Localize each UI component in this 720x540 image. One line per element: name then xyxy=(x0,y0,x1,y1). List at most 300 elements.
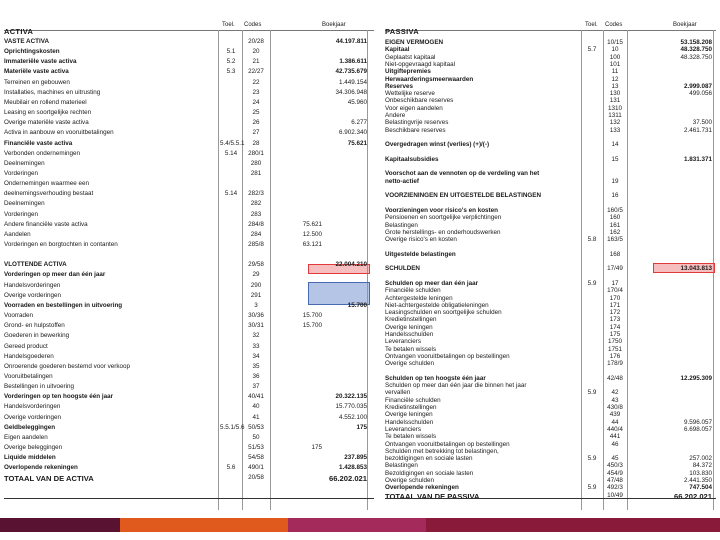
table-row xyxy=(4,39,374,47)
row-label: Overige beleggingen xyxy=(4,444,63,451)
row-label: EIGEN VERMOGEN xyxy=(385,39,444,46)
row-code: 284 xyxy=(250,230,262,238)
table-row xyxy=(4,293,374,301)
table-row xyxy=(4,262,374,270)
row-code: 15 xyxy=(611,155,619,163)
row-code: 28 xyxy=(252,139,260,147)
row-amount: 6.277 xyxy=(351,119,367,127)
row-label: Belastingen xyxy=(385,221,418,229)
row-code: 21 xyxy=(252,58,260,66)
row-subtotal: 175 xyxy=(311,444,322,451)
row-code: 22/27 xyxy=(248,68,264,76)
row-code: 25 xyxy=(252,109,260,117)
row-code: 40 xyxy=(252,403,260,411)
row-code: 20 xyxy=(252,48,260,56)
row-toelichting: 5.4/5.5.1 xyxy=(220,139,245,147)
row-code: 285/8 xyxy=(248,241,264,248)
row-amount: 66.202.021 xyxy=(328,474,367,484)
row-amount: 48.328.750 xyxy=(680,46,712,54)
row-label: netto-actief xyxy=(385,177,419,185)
row-code: 42/48 xyxy=(607,374,623,382)
row-amount: 237.895 xyxy=(344,454,367,462)
row-label: Oprichtingskosten xyxy=(4,48,60,56)
row-amount: 747.504 xyxy=(689,484,712,492)
activa-title: ACTIVA xyxy=(4,27,34,36)
row-code: 46 xyxy=(611,440,619,448)
row-amount: 1.449.154 xyxy=(338,78,367,86)
table-row xyxy=(4,435,374,443)
row-label: Pensioenen en soortgelijke verplichtingen xyxy=(385,214,502,222)
row-code: 26 xyxy=(252,119,260,127)
row-code: 17/49 xyxy=(607,265,623,273)
row-label: Ondernemingen waarmee een xyxy=(4,180,90,188)
row-code: 23 xyxy=(252,88,260,96)
row-code: 173 xyxy=(609,316,621,324)
row-code: 163/5 xyxy=(607,236,623,244)
row-amount: 15.700 xyxy=(347,301,367,309)
row-code: 1311 xyxy=(608,112,622,119)
row-code: 160/5 xyxy=(607,206,623,214)
row-code: 35 xyxy=(252,362,260,370)
row-code: 19 xyxy=(611,177,619,185)
row-amount: 44.197.811 xyxy=(335,38,367,45)
row-label: Voorraden xyxy=(4,312,34,320)
row-code: 41 xyxy=(252,413,260,421)
row-code: 131 xyxy=(609,97,621,105)
table-row xyxy=(4,59,374,67)
row-code: 10/49 xyxy=(607,491,623,499)
row-label: Niet-achtergestelde obligatieleningen xyxy=(385,301,489,309)
row-amount: 1.831.371 xyxy=(683,155,712,163)
row-code: 3 xyxy=(254,301,258,309)
row-code: 43 xyxy=(611,396,619,404)
row-code: 42 xyxy=(611,389,619,397)
row-code: 20/28 xyxy=(248,38,264,45)
row-code: 47/48 xyxy=(607,477,623,484)
row-label: Leveranciers xyxy=(385,338,422,346)
row-label: Deelnemingen xyxy=(4,159,45,167)
row-label: Leasing en soortgelijke rechten xyxy=(4,109,92,117)
row-label: Belastingvrije reserves xyxy=(385,119,449,127)
row-code: 291 xyxy=(250,291,262,299)
row-amount: 42.735.679 xyxy=(335,68,367,76)
row-label: Andere xyxy=(385,112,406,119)
header-rule xyxy=(4,30,374,31)
col-header-codes: Codes xyxy=(244,22,262,28)
row-code: 280 xyxy=(250,159,262,167)
row-label: Kapitaalsubsidies xyxy=(385,155,439,163)
row-label: Overige leningen xyxy=(385,411,433,419)
col-header-boekjaar: Boekjaar xyxy=(322,22,346,28)
footer-bar-segment xyxy=(120,518,288,532)
row-label: Aandelen xyxy=(4,230,31,238)
table-row xyxy=(4,100,374,108)
row-label: Materiële vaste activa xyxy=(4,68,69,76)
row-label: Financiële vaste activa xyxy=(4,139,73,147)
row-label: VLOTTENDE ACTIVA xyxy=(4,261,67,269)
row-label: Vorderingen op ten hoogste één jaar xyxy=(4,393,114,401)
row-label: Schulden op meer dan één jaar xyxy=(385,279,479,287)
table-row xyxy=(4,222,374,230)
row-amount: 22.004.210 xyxy=(335,261,367,269)
row-amount: 66.202.021 xyxy=(673,491,712,501)
row-amount: 499.056 xyxy=(689,90,712,98)
row-label: Belastingen xyxy=(385,462,418,470)
row-code: 32 xyxy=(252,332,260,340)
row-amount: 103.830 xyxy=(689,469,712,477)
row-label: Vorderingen xyxy=(4,210,38,218)
table-row xyxy=(4,130,374,138)
row-label: Overige schulden xyxy=(385,360,435,368)
row-code: 50 xyxy=(252,433,260,441)
row-amount: 12.295.309 xyxy=(680,374,712,382)
row-label: Leasingschulden en soortgelijke schulden xyxy=(385,309,502,317)
row-label: Overige vorderingen xyxy=(4,291,62,299)
row-toelichting: 5.9 xyxy=(587,455,597,463)
table-row xyxy=(4,161,374,169)
row-label: TOTAAL VAN DE PASSIVA xyxy=(385,491,480,501)
row-label: Schulden op meer dan één jaar die binnen het jaar xyxy=(385,382,527,390)
row-code: 450/3 xyxy=(607,462,623,470)
col-header-toel: Toel. xyxy=(222,22,235,28)
row-code: 34 xyxy=(252,352,260,360)
row-subtotal: 15.700 xyxy=(302,312,322,320)
row-code: 10 xyxy=(611,46,619,54)
row-label: Overige risico's en kosten xyxy=(385,236,457,244)
row-code: 439 xyxy=(609,411,621,419)
row-label: Voor eigen aandelen xyxy=(385,104,443,112)
footer-bar-segment xyxy=(288,518,426,532)
row-amount: 6.902.340 xyxy=(338,129,367,137)
row-toelichting: 5.3 xyxy=(226,68,236,76)
passiva-title: PASSIVA xyxy=(385,27,419,36)
table-row xyxy=(4,201,374,209)
row-amount: 20.322.135 xyxy=(335,393,367,401)
table-row xyxy=(4,283,374,291)
row-label: Gereed product xyxy=(4,342,48,350)
row-amount: 37.500 xyxy=(692,119,712,127)
row-label: Voorraden en bestellingen in uitvoering xyxy=(4,301,123,309)
row-code: 132 xyxy=(609,119,621,127)
row-label: Voorschot aan de vennoten op de verdeling van het xyxy=(385,170,540,178)
row-code: 282/3 xyxy=(248,190,264,198)
row-label: deelnemingsverhouding bestaat xyxy=(4,190,94,198)
row-label: Handelsschulden xyxy=(385,418,434,426)
row-code: 10/15 xyxy=(607,39,623,46)
row-toelichting: 5.9 xyxy=(587,279,597,287)
table-row xyxy=(4,415,374,423)
row-code: 45 xyxy=(611,455,619,463)
row-label: Installaties, machines en uitrusting xyxy=(4,88,101,96)
row-code: 130 xyxy=(609,90,621,98)
table-row xyxy=(4,354,374,362)
row-label: Bestellingen in uitvoering xyxy=(4,383,75,391)
row-code: 22 xyxy=(252,78,260,86)
table-row xyxy=(4,242,374,250)
row-toelichting: 5.14 xyxy=(224,149,238,157)
row-label: Achtergestelde leningen xyxy=(385,294,453,302)
row-code: 17 xyxy=(611,279,619,287)
table-row xyxy=(4,120,374,128)
row-code: 16 xyxy=(611,192,619,200)
row-toelichting: 5.5.1/5.6 xyxy=(220,423,245,431)
table-row xyxy=(4,313,374,321)
row-amount: 15.770.035 xyxy=(335,403,367,411)
row-toelichting: 5.9 xyxy=(587,389,597,397)
row-toelichting: 5.14 xyxy=(224,190,238,198)
row-code: 12 xyxy=(611,75,619,83)
row-subtotal: 75.621 xyxy=(302,220,322,228)
row-amount: 53.158.208 xyxy=(680,39,712,46)
row-toelichting: 5.1 xyxy=(226,48,236,56)
table-row xyxy=(4,80,374,88)
row-label: Eigen aandelen xyxy=(4,433,48,441)
row-code: 11 xyxy=(611,68,619,76)
row-label: Liquide middelen xyxy=(4,454,56,462)
table-row xyxy=(4,364,374,372)
table-row xyxy=(4,110,374,118)
row-amount: 75.621 xyxy=(347,139,367,147)
row-label: Voorzieningen voor risico's en kosten xyxy=(385,206,498,214)
table-row xyxy=(4,475,374,484)
row-label: Andere financiële vaste activa xyxy=(4,220,88,228)
row-amount: 84.372 xyxy=(692,462,712,470)
total-rule xyxy=(385,498,716,499)
row-label: Handelsvorderingen xyxy=(4,403,61,411)
row-label: Leveranciers xyxy=(385,425,422,433)
table-row xyxy=(4,90,374,98)
row-amount: 13.043.813 xyxy=(680,265,712,273)
table-row xyxy=(4,212,374,220)
row-label: Overige leningen xyxy=(385,323,433,331)
row-label: Overgedragen winst (verlies) (+)/(-) xyxy=(385,141,490,149)
row-code: 1751 xyxy=(607,345,622,353)
row-code: 33 xyxy=(252,342,260,350)
row-code: 29/58 xyxy=(248,261,264,269)
row-label: Onroerende goederen bestemd voor verkoop xyxy=(4,362,131,370)
row-code: 281 xyxy=(250,169,262,177)
row-label: Te betalen wissels xyxy=(385,433,437,441)
row-amount: 4.552.100 xyxy=(338,413,367,421)
row-label: Deelnemingen xyxy=(4,200,45,208)
row-label: Vorderingen op meer dan één jaar xyxy=(4,271,106,279)
row-amount: 2.461.731 xyxy=(683,126,712,134)
table-row xyxy=(4,49,374,57)
row-label: Kredietinstellingen xyxy=(385,404,437,411)
row-code: 430/8 xyxy=(607,404,623,411)
row-label: Herwaarderingsmeerwaarden xyxy=(385,75,474,83)
table-row xyxy=(4,344,374,352)
row-amount: 1.386.611 xyxy=(339,58,367,66)
row-amount: 2.441.350 xyxy=(683,477,712,484)
row-code: 20/58 xyxy=(248,474,264,482)
table-row xyxy=(4,425,374,433)
footer-bar-segment xyxy=(0,518,120,532)
table-row xyxy=(4,303,374,311)
row-label: Schulden op ten hoogste één jaar xyxy=(385,374,486,382)
row-label: Uitgestelde belastingen xyxy=(385,250,456,258)
row-code: 162 xyxy=(609,228,621,236)
row-code: 280/1 xyxy=(248,149,264,157)
row-code: 101 xyxy=(609,60,621,68)
col-header-toel: Toel. xyxy=(585,22,598,28)
row-code: 100 xyxy=(609,53,621,61)
row-code: 283 xyxy=(250,210,262,218)
row-label: Terreinen en gebouwen xyxy=(4,78,70,86)
row-code: 440/4 xyxy=(607,425,623,433)
row-toelichting: 5.8 xyxy=(587,236,597,244)
row-code: 37 xyxy=(252,383,260,391)
row-amount: 175 xyxy=(356,423,367,431)
row-code: 51/53 xyxy=(248,444,264,451)
row-code: 1310 xyxy=(607,104,622,112)
table-row xyxy=(4,384,374,392)
row-toelichting: 5.9 xyxy=(587,484,597,492)
table-row xyxy=(4,465,374,473)
row-label: Grote herstellings- en onderhoudswerken xyxy=(385,228,501,236)
row-code: 172 xyxy=(609,309,621,317)
table-row xyxy=(4,252,374,260)
row-code: 50/53 xyxy=(248,423,264,431)
row-code: 492/3 xyxy=(607,484,623,492)
header-rule xyxy=(385,30,716,31)
row-label: Grond- en hulpstoffen xyxy=(4,322,65,330)
activa-sheet xyxy=(4,14,374,510)
row-amount: 6.698.057 xyxy=(683,425,712,433)
row-amount: 257.002 xyxy=(689,455,712,463)
row-code: 29 xyxy=(252,271,260,279)
row-label: Handelsvorderingen xyxy=(4,281,61,289)
row-code: 284/8 xyxy=(248,220,264,228)
row-subtotal: 15.700 xyxy=(302,322,322,330)
row-label: vervallen xyxy=(385,389,411,397)
row-label: Ontvangen vooruitbetalingen op bestellingen xyxy=(385,440,510,448)
row-code: 44 xyxy=(611,418,619,426)
row-label: Verbonden ondernemingen xyxy=(4,149,80,157)
table-row xyxy=(4,404,374,412)
col-header-boekjaar: Boekjaar xyxy=(673,22,697,28)
row-label: Schulden met betrekking tot belastingen, xyxy=(385,447,499,455)
row-label: TOTAAL VAN DE ACTIVA xyxy=(4,474,94,484)
row-code: 161 xyxy=(609,221,621,229)
row-code: 454/9 xyxy=(607,469,623,477)
row-label: Wettelijke reserve xyxy=(385,90,435,98)
row-toelichting: 5.6 xyxy=(226,464,236,472)
row-amount: 1.428.853 xyxy=(338,464,367,472)
table-row xyxy=(4,141,374,149)
row-amount: 48.328.750 xyxy=(680,53,712,61)
row-label: Handelsschulden xyxy=(385,331,434,338)
row-label: Vorderingen en borgtochten in contanten xyxy=(4,241,118,248)
row-code: 160 xyxy=(609,214,621,222)
row-code: 13 xyxy=(611,82,619,90)
row-label: Niet-opgevraagd kapitaal xyxy=(385,60,456,68)
row-label: Uitgiftepremies xyxy=(385,68,431,76)
row-label: Ontvangen vooruitbetalingen op bestellingen xyxy=(385,352,510,360)
row-code: 168 xyxy=(609,250,621,258)
row-label: Overlopende rekeningen xyxy=(385,484,459,492)
row-code: 27 xyxy=(252,129,260,137)
row-label: Onbeschikbare reserves xyxy=(385,97,454,105)
row-label: Overlopende rekeningen xyxy=(4,464,78,472)
row-label: Beschikbare reserves xyxy=(385,126,446,134)
row-code: 178/9 xyxy=(607,360,623,368)
row-label: Kredietinstellingen xyxy=(385,316,437,324)
footer-color-bar xyxy=(0,518,720,532)
table-row xyxy=(4,151,374,159)
row-code: 30/36 xyxy=(248,312,264,320)
row-label: bezoldigingen en sociale lasten xyxy=(385,455,473,463)
row-code: 174 xyxy=(609,323,621,331)
row-code: 290 xyxy=(250,281,262,289)
row-amount: 2.999.087 xyxy=(683,82,712,90)
row-subtotal: 12.500 xyxy=(302,230,322,238)
row-code: 282 xyxy=(250,200,262,208)
row-code: 170/4 xyxy=(607,287,623,295)
table-row xyxy=(4,191,374,199)
table-row xyxy=(4,272,374,280)
row-code: 133 xyxy=(609,126,621,134)
row-label: Overige vorderingen xyxy=(4,413,62,421)
table-row xyxy=(4,232,374,240)
row-code: 36 xyxy=(252,372,260,380)
table-row xyxy=(4,333,374,341)
row-label: Meubilair en rollend materieel xyxy=(4,98,87,106)
row-subtotal: 63.121 xyxy=(302,241,322,248)
row-code: 14 xyxy=(611,141,619,149)
row-toelichting: 5.2 xyxy=(226,58,236,66)
row-label: SCHULDEN xyxy=(385,265,420,273)
total-rule xyxy=(4,498,374,499)
row-label: Geplaatst kapitaal xyxy=(385,53,436,61)
row-label: Vooruitbetalingen xyxy=(4,372,53,380)
row-code: 30/31 xyxy=(248,322,264,330)
row-label: Immateriële vaste activa xyxy=(4,58,77,66)
row-label: Geldbeleggingen xyxy=(4,423,56,431)
row-label: Goederen in bewerking xyxy=(4,332,70,340)
row-amount: 45.960 xyxy=(347,98,367,106)
row-label: Handelsgoederen xyxy=(4,352,54,360)
row-code: 175 xyxy=(609,331,621,338)
table-row xyxy=(4,445,374,453)
row-code: 40/41 xyxy=(248,393,264,401)
row-label: Financiële schulden xyxy=(385,396,441,404)
row-code: 1750 xyxy=(607,338,622,346)
row-label: VOORZIENINGEN EN UITGESTELDE BELASTINGEN xyxy=(385,192,542,200)
table-row xyxy=(4,323,374,331)
row-code: 54/58 xyxy=(248,454,264,462)
row-label: Overige materiële vaste activa xyxy=(4,119,89,127)
row-code: 24 xyxy=(252,98,260,106)
table-row xyxy=(4,455,374,463)
table-row xyxy=(4,374,374,382)
table-row xyxy=(4,181,374,189)
row-amount: 34.306.948 xyxy=(335,88,367,96)
row-amount: 9.596.057 xyxy=(683,418,712,426)
table-row xyxy=(4,394,374,402)
row-code: 490/1 xyxy=(248,464,264,472)
row-label: VASTE ACTIVA xyxy=(4,38,50,45)
passiva-sheet xyxy=(385,14,716,510)
row-label: Overige schulden xyxy=(385,477,435,484)
row-label: Te betalen wissels xyxy=(385,345,437,353)
table-row xyxy=(4,171,374,179)
row-code: 171 xyxy=(609,301,621,309)
row-code: 170 xyxy=(609,294,621,302)
row-code: 441 xyxy=(609,433,621,441)
table-row xyxy=(4,69,374,77)
row-label: Bezoldigingen en sociale lasten xyxy=(385,469,474,477)
